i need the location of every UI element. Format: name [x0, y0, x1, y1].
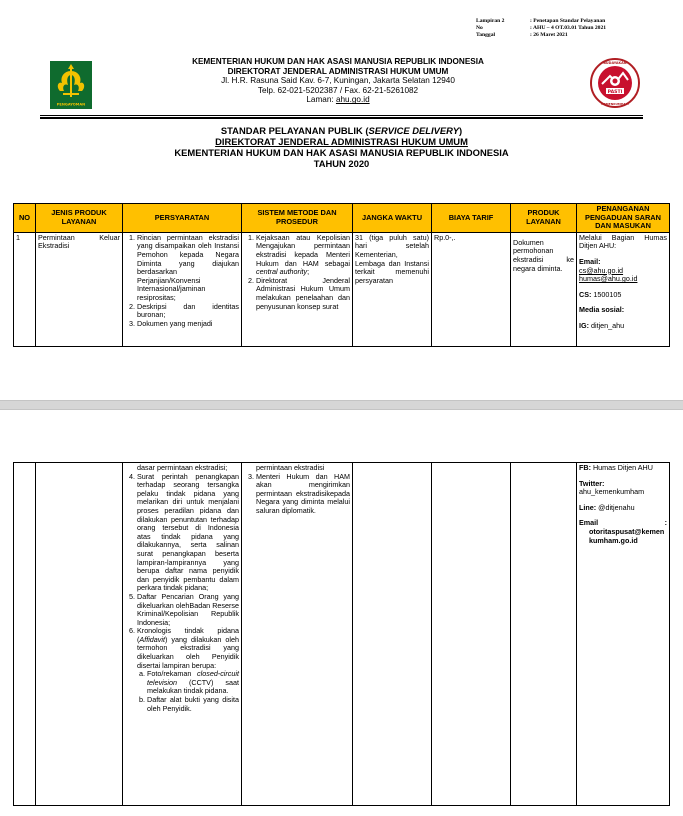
lampiran-block	[476, 18, 606, 39]
twitter-label: Twitter:	[579, 478, 605, 488]
table-row	[14, 232, 670, 346]
list-item: 4. Surat perintah penangkapan terhadap seorang tersangka pelaku tindak pidana yang melarikan diri untuk menjalani proses peradilan pidana dan dilakukan penuntutan terhadap orang tersebut di Indonesia atas tindak pidana yang dilakukannya, serta salinan surat penangkapan beserta lampiran-lampirannya yang berupa daftar nama penyidik dan penyidik pembantu dalam perkara tindak pidana;	[137, 473, 239, 593]
kop-website-link[interactable]: ahu.go.id	[335, 95, 370, 105]
document-title	[80, 125, 603, 169]
pengayoman-logo	[50, 61, 92, 109]
lampiran-value: : Penetapan Standar Pelayanan	[530, 18, 606, 24]
lampiran-value: : AHU – 4 OT.03.01 Tahun 2021	[530, 25, 607, 31]
service-standard-table	[13, 203, 670, 347]
cell-biaya: Rp.0-,.	[432, 232, 511, 346]
list-item: 3. Dokumen yang menjadi	[137, 320, 239, 329]
header-cell: JENIS PRODUK LAYANAN	[36, 204, 123, 233]
document-page-1	[0, 0, 683, 400]
list-item: 1. Kejaksaan atau Kepolisian Mengajukan permintaan ekstradisi kepada Menteri Hukum dan HAM sebagai central authority;	[256, 234, 350, 277]
email-value[interactable]: otoritaspusat@kemenkumham.go.id	[589, 526, 665, 545]
email-link[interactable]: humas@ahu.go.id	[579, 274, 638, 284]
cell-persyaratan	[123, 463, 242, 806]
logo-right-top: BUDAYAKAN	[603, 61, 627, 66]
title-line-1: STANDAR PELAYANAN PUBLIK (SERVICE DELIVERY)	[220, 125, 463, 136]
title-line-2: DIREKTORAT JENDERAL ADMINISTRASI HUKUM UMUM	[215, 136, 468, 147]
cell-jangka: 31 (tiga puluh satu) hari setelah Kementerian, Lembaga dan Instansi terkait memenuhi persyaratan	[353, 232, 432, 346]
list-item: 2. Deskripsi dan identitas buronan;	[137, 303, 239, 320]
lampiran-value: : 26 Maret 2021	[530, 32, 568, 38]
email-label: Email:	[579, 256, 601, 266]
header-cell: PRODUK LAYANAN	[511, 204, 577, 233]
list-item-continued: dasar permintaan ekstradisi;	[137, 463, 228, 472]
cell-sistem	[242, 463, 353, 806]
list-item: 3. Menteri Hukum dan HAM akan mengirimkan permintaan ekstradisikepada Negara yang diminta melalui saluran diplomatik.	[256, 473, 350, 516]
service-standard-table-continued	[13, 462, 670, 806]
kop-directorate: DIREKTORAT JENDERAL ADMINISTRASI HUKUM UMUM	[227, 66, 449, 76]
sub-list-item: a. Foto/rekaman closed-circuit television (CCTV) saat melakukan tindak pidana.	[147, 670, 239, 696]
title-line-4: TAHUN 2020	[313, 158, 370, 169]
kop-address: Jl. H.R. Rasuna Said Kav. 6-7, Kuningan, Jakarta Selatan 12940	[221, 76, 455, 86]
cs-number: CS: 1500105	[579, 289, 622, 299]
email-label: Email :	[579, 518, 667, 528]
pengaduan-intro: Melalui Bagian Humas Ditjen AHU:	[579, 232, 667, 251]
sub-list-item: b. Daftar alat bukti yang disita oleh Penyidik.	[147, 696, 239, 713]
kop-divider-thick	[40, 117, 643, 119]
cell-sistem	[242, 232, 353, 346]
lampiran-key: Tanggal	[476, 32, 496, 38]
kop-phone: Telp. 62-021-5202387 / Fax. 62-21-5261082	[257, 85, 419, 95]
cell-jenis	[36, 463, 123, 806]
document-page-2	[0, 410, 683, 816]
twitter-handle: ahu_kemenkumham	[579, 487, 645, 497]
cell-biaya	[432, 463, 511, 806]
list-item: 2. Direktorat Jenderal Administrasi Hukum Umum melakukan penelaahan dan penyusunan konsep surat	[256, 277, 350, 311]
lampiran-key: No	[476, 25, 483, 31]
header-cell: BIAYA TARIF	[432, 204, 511, 233]
header-cell: JANGKA WAKTU	[353, 204, 432, 233]
pasti-logo	[590, 58, 640, 108]
facebook-handle: FB: Humas Ditjen AHU	[579, 463, 653, 472]
kop-website	[130, 95, 546, 105]
lampiran-key: Lampiran 2	[476, 18, 505, 24]
header-cell: PERSYARATAN	[123, 204, 242, 233]
line-handle: Line: @ditjenahu	[579, 502, 635, 512]
title-line-3: KEMENTERIAN HUKUM DAN HAK ASASI MANUSIA REPUBLIK INDONESIA	[174, 147, 509, 158]
list-item: 5. Daftar Pencarian Orang yang dikeluarkan olehBadan Reserse Kriminal/Kepolisian Republik Indonesia;	[137, 593, 239, 627]
logo-right-mid: PASTI	[607, 89, 623, 95]
logo-right-bottom: KEMENKUMHAM	[601, 102, 629, 106]
cell-persyaratan	[123, 232, 242, 346]
logo-left-caption: PENGAYOMAN	[56, 102, 86, 107]
header-cell: NO	[14, 204, 36, 233]
instagram-handle: IG: ditjen_ahu	[579, 320, 625, 330]
kop-website-label: Laman:	[306, 95, 336, 105]
table-row	[14, 463, 670, 806]
page-separator	[0, 400, 683, 410]
cell-no: 1	[14, 232, 36, 346]
list-item: 1. Rincian permintaan ekstradisi yang disampaikan oleh Instansi Pemohon kepada Negara Diminta yang diajukan berdasarkan Perjanjian/Konvensi Internasional/jaminan resiprositas;	[137, 234, 239, 303]
cell-produk	[511, 463, 577, 806]
email-link[interactable]: cs@ahu.go.id	[579, 265, 624, 275]
kop-divider-thin	[40, 115, 643, 116]
cell-produk: Dokumen permohonan ekstradisi ke negara diminta.	[511, 232, 577, 346]
media-sosial-label: Media sosial:	[579, 305, 625, 315]
header-cell: SISTEM METODE DAN PROSEDUR	[242, 204, 353, 233]
cell-no	[14, 463, 36, 806]
header-cell: PENANGANAN PENGADUAN SARAN DAN MASUKAN	[577, 204, 670, 233]
list-item-continued: permintaan ekstradisi	[256, 463, 325, 472]
cell-jangka	[353, 463, 432, 806]
cell-jenis: Permintaan Keluar Ekstradisi	[36, 232, 123, 346]
cell-pengaduan	[577, 232, 670, 346]
kop-ministry: KEMENTERIAN HUKUM DAN HAK ASASI MANUSIA REPUBLIK INDONESIA	[192, 57, 484, 66]
table-header-row	[14, 204, 670, 233]
cell-pengaduan	[577, 463, 670, 806]
list-item: 6. Kronologis tindak pidana (Affidavit) yang dilakukan oleh termohon ekstradisi yang dikeluarkan oleh Penyidik disertai lampiran berupa: a. Foto/rekaman closed-circuit television (CCTV) saat melakukan tindak pidana. b. Daftar alat bukti yang disita oleh Penyidik.	[137, 627, 239, 713]
letterhead	[130, 57, 546, 105]
